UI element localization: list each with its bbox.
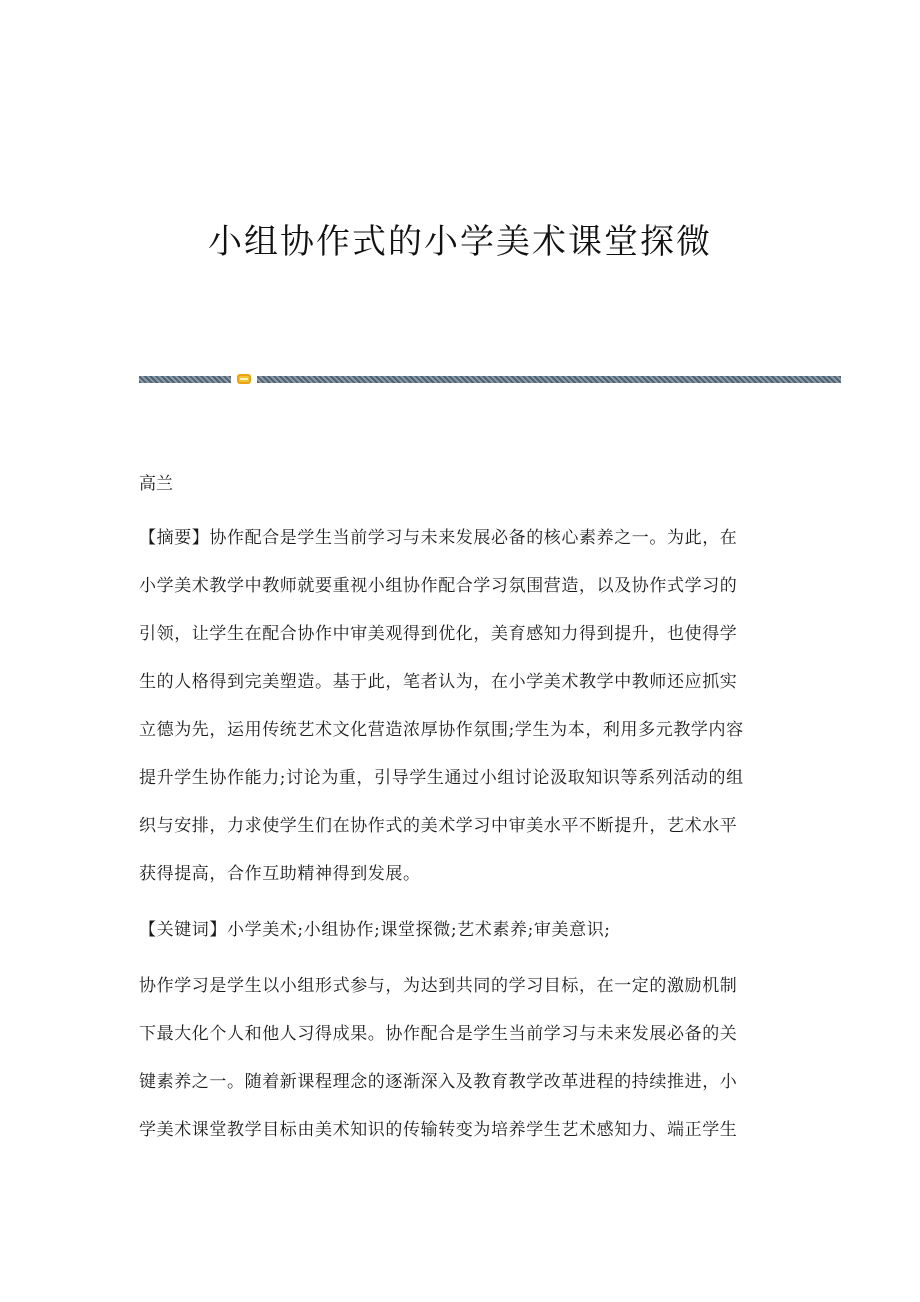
abstract-line: 获得提高，合作互助精神得到发展。 <box>139 864 421 884</box>
body-line: 学美术课堂教学目标由美术知识的传输转变为培养学生艺术感知力、端正学生 <box>139 1120 738 1140</box>
body-line: 下最大化个人和他人习得成果。协作配合是学生当前学习与未来发展必备的关 <box>139 1024 738 1044</box>
abstract-line: 织与安排，力求使学生们在协作式的美术学习中审美水平不断提升，艺术水平 <box>139 816 738 836</box>
divider-bar-left <box>139 376 231 383</box>
body-line: 键素养之一。随着新课程理念的逐渐深入及教育教学改革进程的持续推进，小 <box>139 1072 738 1092</box>
keywords-paragraph <box>139 906 781 954</box>
divider-bar-right <box>257 376 841 383</box>
body-paragraph <box>139 962 781 1154</box>
abstract-line: 生的人格得到完美塑造。基于此，笔者认为，在小学美术教学中教师还应抓实 <box>139 672 738 692</box>
keywords-line: 【关键词】小学美术;小组协作;课堂探微;艺术素养;审美意识; <box>139 920 611 940</box>
document-title: 小组协作式的小学美术课堂探微 <box>208 222 712 262</box>
abstract-line: 立德为先，运用传统艺术文化营造浓厚协作氛围;学生为本，利用多元教学内容 <box>139 720 744 740</box>
abstract-paragraph <box>139 514 781 898</box>
abstract-line: 小学美术教学中教师就要重视小组协作配合学习氛围营造，以及协作式学习的 <box>139 576 738 596</box>
abstract-line: 【摘要】协作配合是学生当前学习与未来发展必备的核心素养之一。为此，在 <box>139 528 738 548</box>
abstract-line: 引领，让学生在配合协作中审美观得到优化，美育感知力得到提升，也使得学 <box>139 624 738 644</box>
author-name: 高兰 <box>139 474 173 494</box>
divider-ornament-icon <box>237 374 251 384</box>
title-divider <box>139 374 841 384</box>
abstract-line: 提升学生协作能力;讨论为重，引导学生通过小组讨论汲取知识等系列活动的组 <box>139 768 744 788</box>
body-line: 协作学习是学生以小组形式参与，为达到共同的学习目标，在一定的激励机制 <box>139 976 738 996</box>
